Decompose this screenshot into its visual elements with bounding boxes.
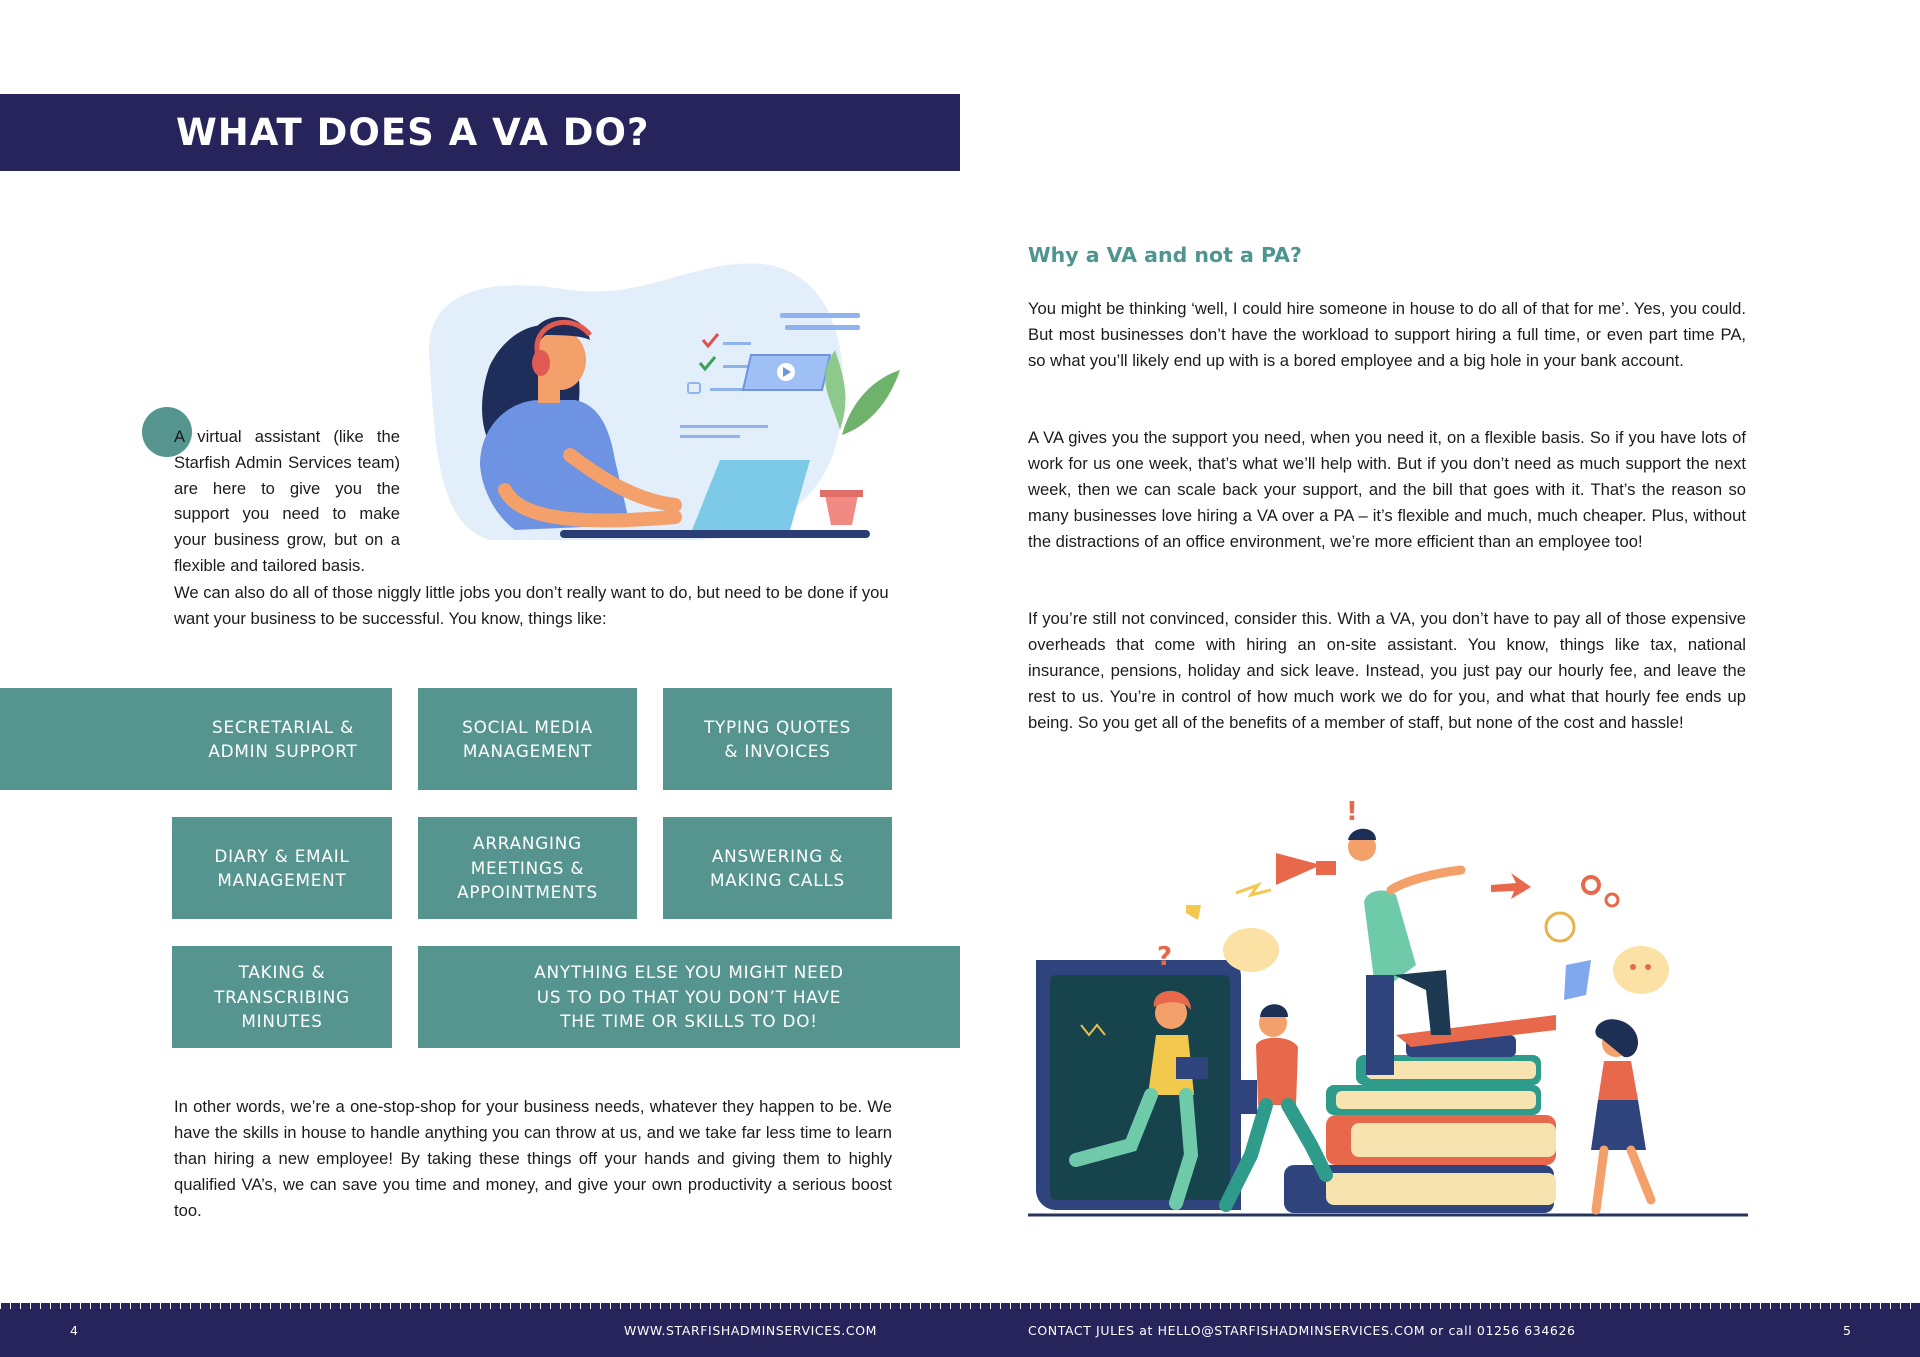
closing-paragraph: In other words, we’re a one-stop-shop for your business needs, whatever they happen to be. We have the skills in house to handle anything you can throw at us, and we take far less time to learn than hiring a new employee! By taking these things off your hands and giving them to highly qualified VA’s, we can save you time and money, and give your own productivity a serious boost too.: [174, 1097, 892, 1220]
page-number-right: 5: [1843, 1323, 1852, 1338]
service-tile: TYPING QUOTES & INVOICES: [663, 688, 892, 790]
why-paragraph-3: If you’re still not convinced, consider this. With a VA, you don’t have to pay all of those expensive overheads that come with hiring an on-site assistant. You know, things like tax, national insurance, pensions, holiday and sick leave. Instead, you just pay our hourly fee, and leave the rest to us. You’re in control of how much work we do for you, and what that hourly fee ends up being. So you get all of the benefits of a member of staff, but none of the cost and hassle!: [1028, 609, 1746, 732]
why-paragraph-2: A VA gives you the support you need, when you need it, on a flexible basis. So if you have lots of work for us one week, that’s what we’ll help with. But if you don’t need as much support the next week, then we can scale back your support, and the bill that goes with it. That’s the reason so many businesses love hiring a VA over a PA – it’s flexible and much, much cheaper. Plus, without the distractions of an office environment, we’re more efficient than an employee too!: [1028, 428, 1746, 551]
section-heading: Why a VA and not a PA?: [1028, 243, 1302, 267]
service-tile: SECRETARIAL & ADMIN SUPPORT: [0, 688, 392, 790]
svg-text:?: ?: [1157, 942, 1173, 972]
woman-laptop-illustration: [420, 255, 930, 555]
service-tile-wide: ANYTHING ELSE YOU MIGHT NEED US TO DO THAT YOU DON’T HAVE THE TIME OR SKILLS TO DO!: [418, 946, 960, 1048]
footer-website-link[interactable]: WWW.STARFISHADMINSERVICES.COM: [624, 1323, 878, 1338]
intro-continued-paragraph: We can also do all of those niggly little jobs you don’t really want to do, but need to be done if you want your business to be successful. You know, things like:: [174, 583, 889, 628]
page-title: WHAT DOES A VA DO?: [176, 111, 650, 154]
svg-text:!: !: [1346, 797, 1358, 827]
service-tile: SOCIAL MEDIA MANAGEMENT: [418, 688, 637, 790]
footer-band: [0, 1303, 1920, 1357]
ruler-ticks-decoration: [0, 1303, 1920, 1313]
why-paragraph-1: You might be thinking ‘well, I could hire someone in house to do all of that for me’. Yes, you could. But most businesses don’t have the workload to support hiring a full time, or even part time PA, so what you’ll likely end up with is a bored employee and a big hole in your bank account.: [1028, 299, 1746, 370]
service-tile: TAKING & TRANSCRIBING MINUTES: [172, 946, 392, 1048]
intro-paragraph: A virtual assistant (like the Starfish Admin Services team) are here to give you the support you need to make your business grow, but on a flexible and tailored basis.: [174, 427, 400, 575]
service-tile: ANSWERING & MAKING CALLS: [663, 817, 892, 919]
team-books-megaphone-illustration: [1026, 795, 1750, 1220]
page-number-left: 4: [70, 1323, 79, 1338]
service-tile: DIARY & EMAIL MANAGEMENT: [172, 817, 392, 919]
service-tile: ARRANGING MEETINGS & APPOINTMENTS: [418, 817, 637, 919]
footer-contact: CONTACT JULES at HELLO@STARFISHADMINSERVICES.COM or call 01256 634626: [1028, 1323, 1576, 1338]
